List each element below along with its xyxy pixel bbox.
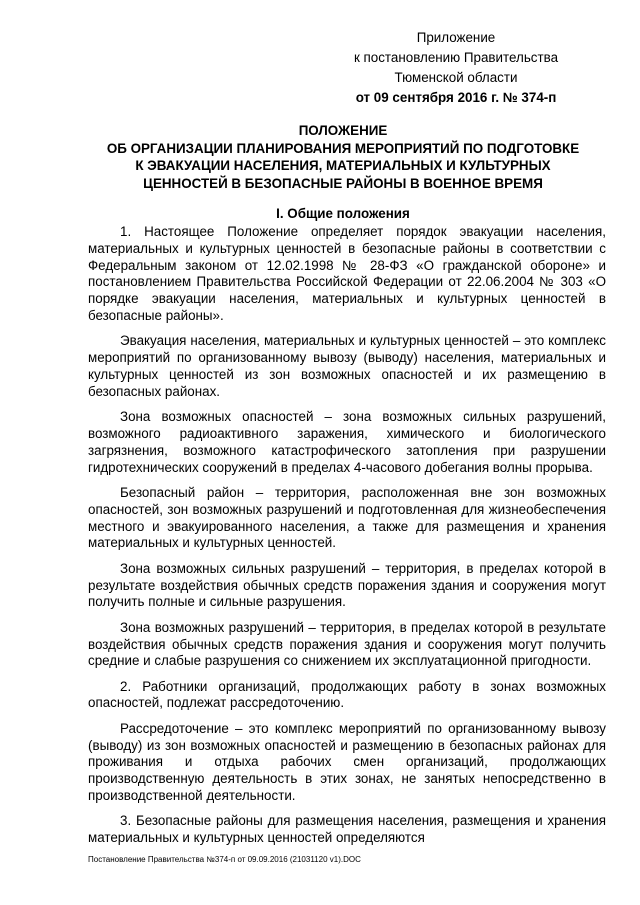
title-line-2: ОБ ОРГАНИЗАЦИИ ПЛАНИРОВАНИЯ МЕРОПРИЯТИЙ ПО ПОДГОТОВКЕ — [106, 140, 580, 156]
paragraph: Рассредоточение – это комплекс мероприятий по организованному вывозу (выводу) из зон возможных опасностей и размещению в безопасных районах для проживания и отдыха рабочих смен организаций, продолжающих производственную деятельность в этих зонах, не занятых непосредственно в производственной деятельности. — [88, 720, 606, 804]
appendix-header — [340, 28, 572, 108]
paragraph: Зона возможных разрушений – территория, в пределах которой в результате воздействия обычных средств поражения здания и сооружения могут получить средние и слабые разрушения со снижением их эксплуатационной пригодности. — [88, 619, 606, 669]
title-line-1: ПОЛОЖЕНИЕ — [298, 123, 388, 138]
paragraph: 2. Работники организаций, продолжающих работу в зонах возможных опасностей, подлежат рассредоточению. — [88, 678, 606, 711]
appendix-date-number: от 09 сентября 2016 г. № 374-п — [355, 90, 557, 105]
paragraph: 1. Настоящее Положение определяет порядок эвакуации населения, материальных и культурных ценностей в безопасные районы в соответствии с Федеральным законом от 12.02.1998 № 28-ФЗ «О гражданской обороне» и постановлением Правительства Российской Федерации от 22.06.2004 № 303 «О порядке эвакуации населения, материальных и культурных ценностей в безопасные районы». — [88, 224, 606, 323]
document-body — [88, 224, 606, 856]
appendix-label: Приложение — [416, 30, 496, 45]
appendix-resolution-ref: к постановлению Правительства — [353, 50, 559, 65]
paragraph: Эвакуация населения, материальных и культурных ценностей – это комплекс мероприятий по организованному вывозу (выводу) населения, материальных и культурных ценностей из зон возможных опасностей и их размещению в безопасных районах. — [88, 333, 606, 399]
document-title — [88, 122, 598, 192]
title-line-3: К ЭВАКУАЦИИ НАСЕЛЕНИЯ, МАТЕРИАЛЬНЫХ И КУЛЬТУРНЫХ — [135, 158, 551, 173]
paragraph: Безопасный район – территория, расположенная вне зон возможных опасностей, зон возможных разрушений и подготовленная для жизнеобеспечения местного и эвакуированного населения, а также для размещения и хранения материальных и культурных ценностей. — [88, 484, 606, 551]
page-footer: Постановление Правительства №374-п от 09.09.2016 (21031120 v1).DOC — [88, 855, 361, 864]
title-line-4: ЦЕННОСТЕЙ В БЕЗОПАСНЫЕ РАЙОНЫ В ВОЕННОЕ ВРЕМЯ — [143, 175, 543, 191]
paragraph: 3. Безопасные районы для размещения населения, размещения и хранения материальных и культурных ценностей определяются — [88, 813, 606, 846]
paragraph: Зона возможных опасностей – зона возможных сильных разрушений, возможного радиоактивного заражения, химического и биологического загрязнения, возможного катастрофического затопления при разрушении гидротехнических сооружений в пределах 4-часового добегания волны прорыва. — [88, 409, 606, 475]
appendix-region: Тюменской области — [394, 70, 518, 85]
paragraph: Зона возможных сильных разрушений – территория, в пределах которой в результате воздействия обычных средств поражения здания и сооружения могут получить полные и сильные разрушения. — [88, 560, 606, 610]
section-heading: I. Общие положения — [276, 206, 410, 221]
